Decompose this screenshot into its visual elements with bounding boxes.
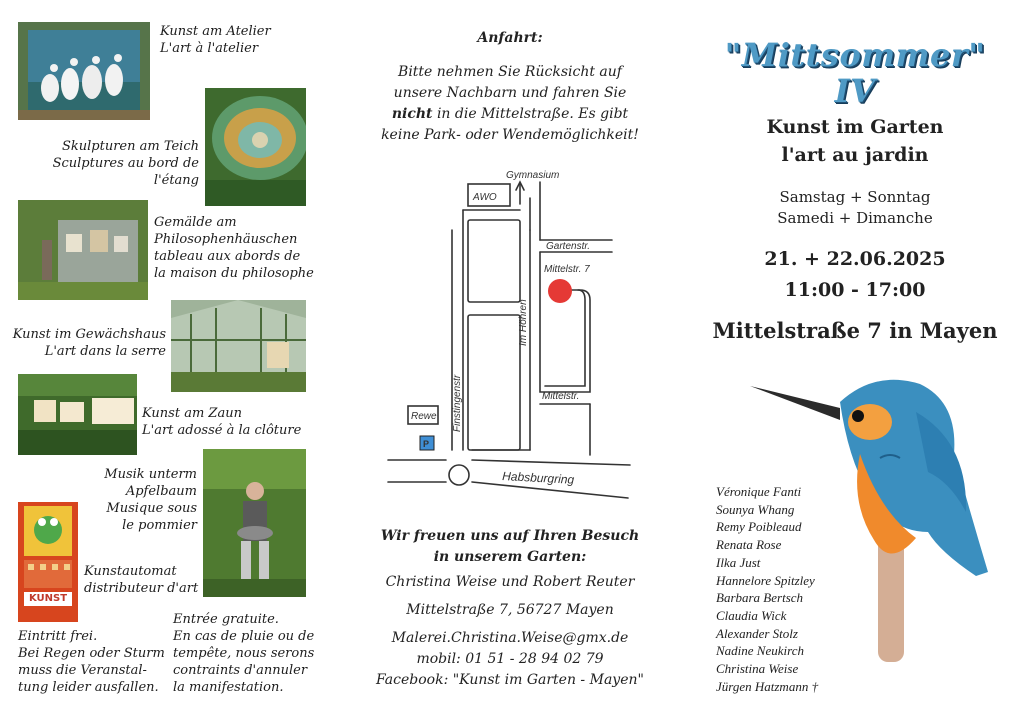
photo-vending-machine [18,502,78,622]
photo-philosopher-house [18,200,148,300]
directions-heading: Anfahrt: [477,30,543,46]
caption-line: Skulpturen am Teich [61,139,199,154]
artist-name: Claudia Wick [716,607,787,623]
notice-bold-word: nicht [391,106,433,122]
days-fr: Samedi + Dimanche [777,209,933,227]
directions-notice [340,62,680,146]
destination-pin [548,279,572,303]
artist-name: Alexander Stolz [716,625,798,641]
artist-list [716,483,818,695]
facebook-page: Facebook: "Kunst im Garten - Mayen" [376,672,644,688]
welcome-line: Wir freuen uns auf Ihren Besuch [380,528,640,544]
caption-line: le pommier [122,518,197,533]
note-french [173,611,314,696]
artist-name: Hannelore Spitzley [716,572,815,588]
caption-line: Philosophenhäuschen [154,232,298,247]
artist-name: Renata Rose [716,537,782,553]
artist-name: Christina Weise [716,661,799,677]
caption-line: Kunst am Zaun [142,406,242,421]
caption-line: tableau aux abords de [154,249,301,264]
note-line: Eintritt frei. [18,629,98,644]
map-label-mittelstr7: Mittelstr. 7 [544,264,590,275]
photo-pond-sculpture [205,88,306,206]
map-label-mittelstr: Mittelstr. [542,391,580,402]
artist-name: Ilka Just [716,554,761,570]
welcome-text [340,526,680,568]
directions-map [380,160,640,510]
caption-line: Sculptures au bord de l'étang [52,156,199,188]
event-location: Mittelstraße 7 in Mayen [712,318,998,343]
hosts: Christina Weise und Robert Reuter [385,574,635,590]
pond-sculpture-image [205,88,306,206]
caption-philosopher [154,214,314,282]
subtitle-de: Kunst im Garten [766,116,944,138]
caption-line: L'art à l'atelier [160,41,259,56]
artist-name: Véronique Fanti [716,484,802,499]
artist-name: Barbara Bertsch [716,590,804,606]
note-line: En cas de pluie ou de [173,629,315,644]
caption-line: L'art dans la serre [44,344,166,359]
caption-atelier [160,23,271,57]
event-date: 21. + 22.06.2025 [764,248,946,270]
notice-line: keine Park- oder Wendemöglichkeit! [381,127,639,143]
caption-line: Musik unterm [104,467,197,482]
caption-line: Musique sous [106,501,197,516]
map-label-gartenstr: Gartenstr. [546,241,591,252]
music-image [203,449,306,597]
fence-image [18,374,137,455]
caption-line: Kunstautomat [84,564,177,579]
map-label-finstingenstr: Finstingenstr [452,374,463,432]
event-time: 11:00 - 17:00 [784,279,926,301]
email-link[interactable]: Malerei.Christina.Weise@gmx.de [391,630,629,646]
photo-music [203,449,306,597]
mobile-number: mobil: 01 51 - 28 94 02 79 [416,651,604,667]
caption-line: la maison du philosophe [154,266,314,281]
atelier-painting-image [18,22,150,120]
caption-line: Kunst im Gewächshaus [12,327,166,342]
note-line: tung leider ausfallen. [18,680,159,695]
event-title: "Mittsommer" [724,36,986,74]
address: Mittelstraße 7, 56727 Mayen [406,602,614,618]
days-de: Samstag + Sonntag [779,188,931,206]
caption-pond [10,138,199,189]
welcome-line: in unserem Garten: [433,549,587,565]
map-label-im-hoehren: Im Höhren [518,299,529,346]
notice-line: Bitte nehmen Sie Rücksicht auf [398,64,622,80]
greenhouse-image [171,300,306,392]
caption-vending [84,563,198,597]
map-label-gymnasium: Gymnasium [506,170,560,181]
map-label-awo: AWO [473,192,497,203]
subtitle-fr: l'art au jardin [781,144,929,166]
notice-line: unsere Nachbarn und fahren Sie [393,85,627,101]
photo-fence [18,374,137,455]
artist-name: Remy Poibleaud [716,519,802,535]
photo-greenhouse [171,300,306,392]
caption-line: Kunst am Atelier [160,24,271,39]
note-line: Entrée gratuite. [173,612,279,627]
caption-line: L'art adossé à la clôture [142,423,302,438]
map-label-parking: P [423,439,430,449]
artist-name: Jürgen Hatzmann † [716,678,819,694]
caption-music [80,466,197,534]
note-line: Bei Regen oder Sturm [18,646,165,661]
photo-atelier [18,22,150,120]
roundabout [449,465,469,485]
caption-greenhouse [10,326,166,360]
event-numeral: IV [834,72,876,110]
note-line: la manifestation. [173,680,284,695]
notice-line [340,104,680,125]
note-line: tempête, nous serons [173,646,315,661]
caption-fence [142,405,301,439]
caption-line: Apfelbaum [125,484,197,499]
notice-line-rest: in die Mittelstraße. Es gibt [432,106,629,122]
artist-name: Sounya Whang [716,501,795,517]
philosopher-house-image [18,200,148,300]
note-line: contraints d'annuler [173,663,308,678]
map-label-habsburgring: Habsburgring [501,469,575,487]
note-german [18,628,165,696]
vending-sign: KUNST [28,593,68,604]
map-label-rewe: Rewe [411,411,437,422]
caption-line: distributeur d'art [84,581,199,596]
artist-name: Nadine Neukirch [716,643,804,659]
caption-line: Gemälde am [154,215,237,230]
note-line: muss die Veranstal- [18,663,147,678]
